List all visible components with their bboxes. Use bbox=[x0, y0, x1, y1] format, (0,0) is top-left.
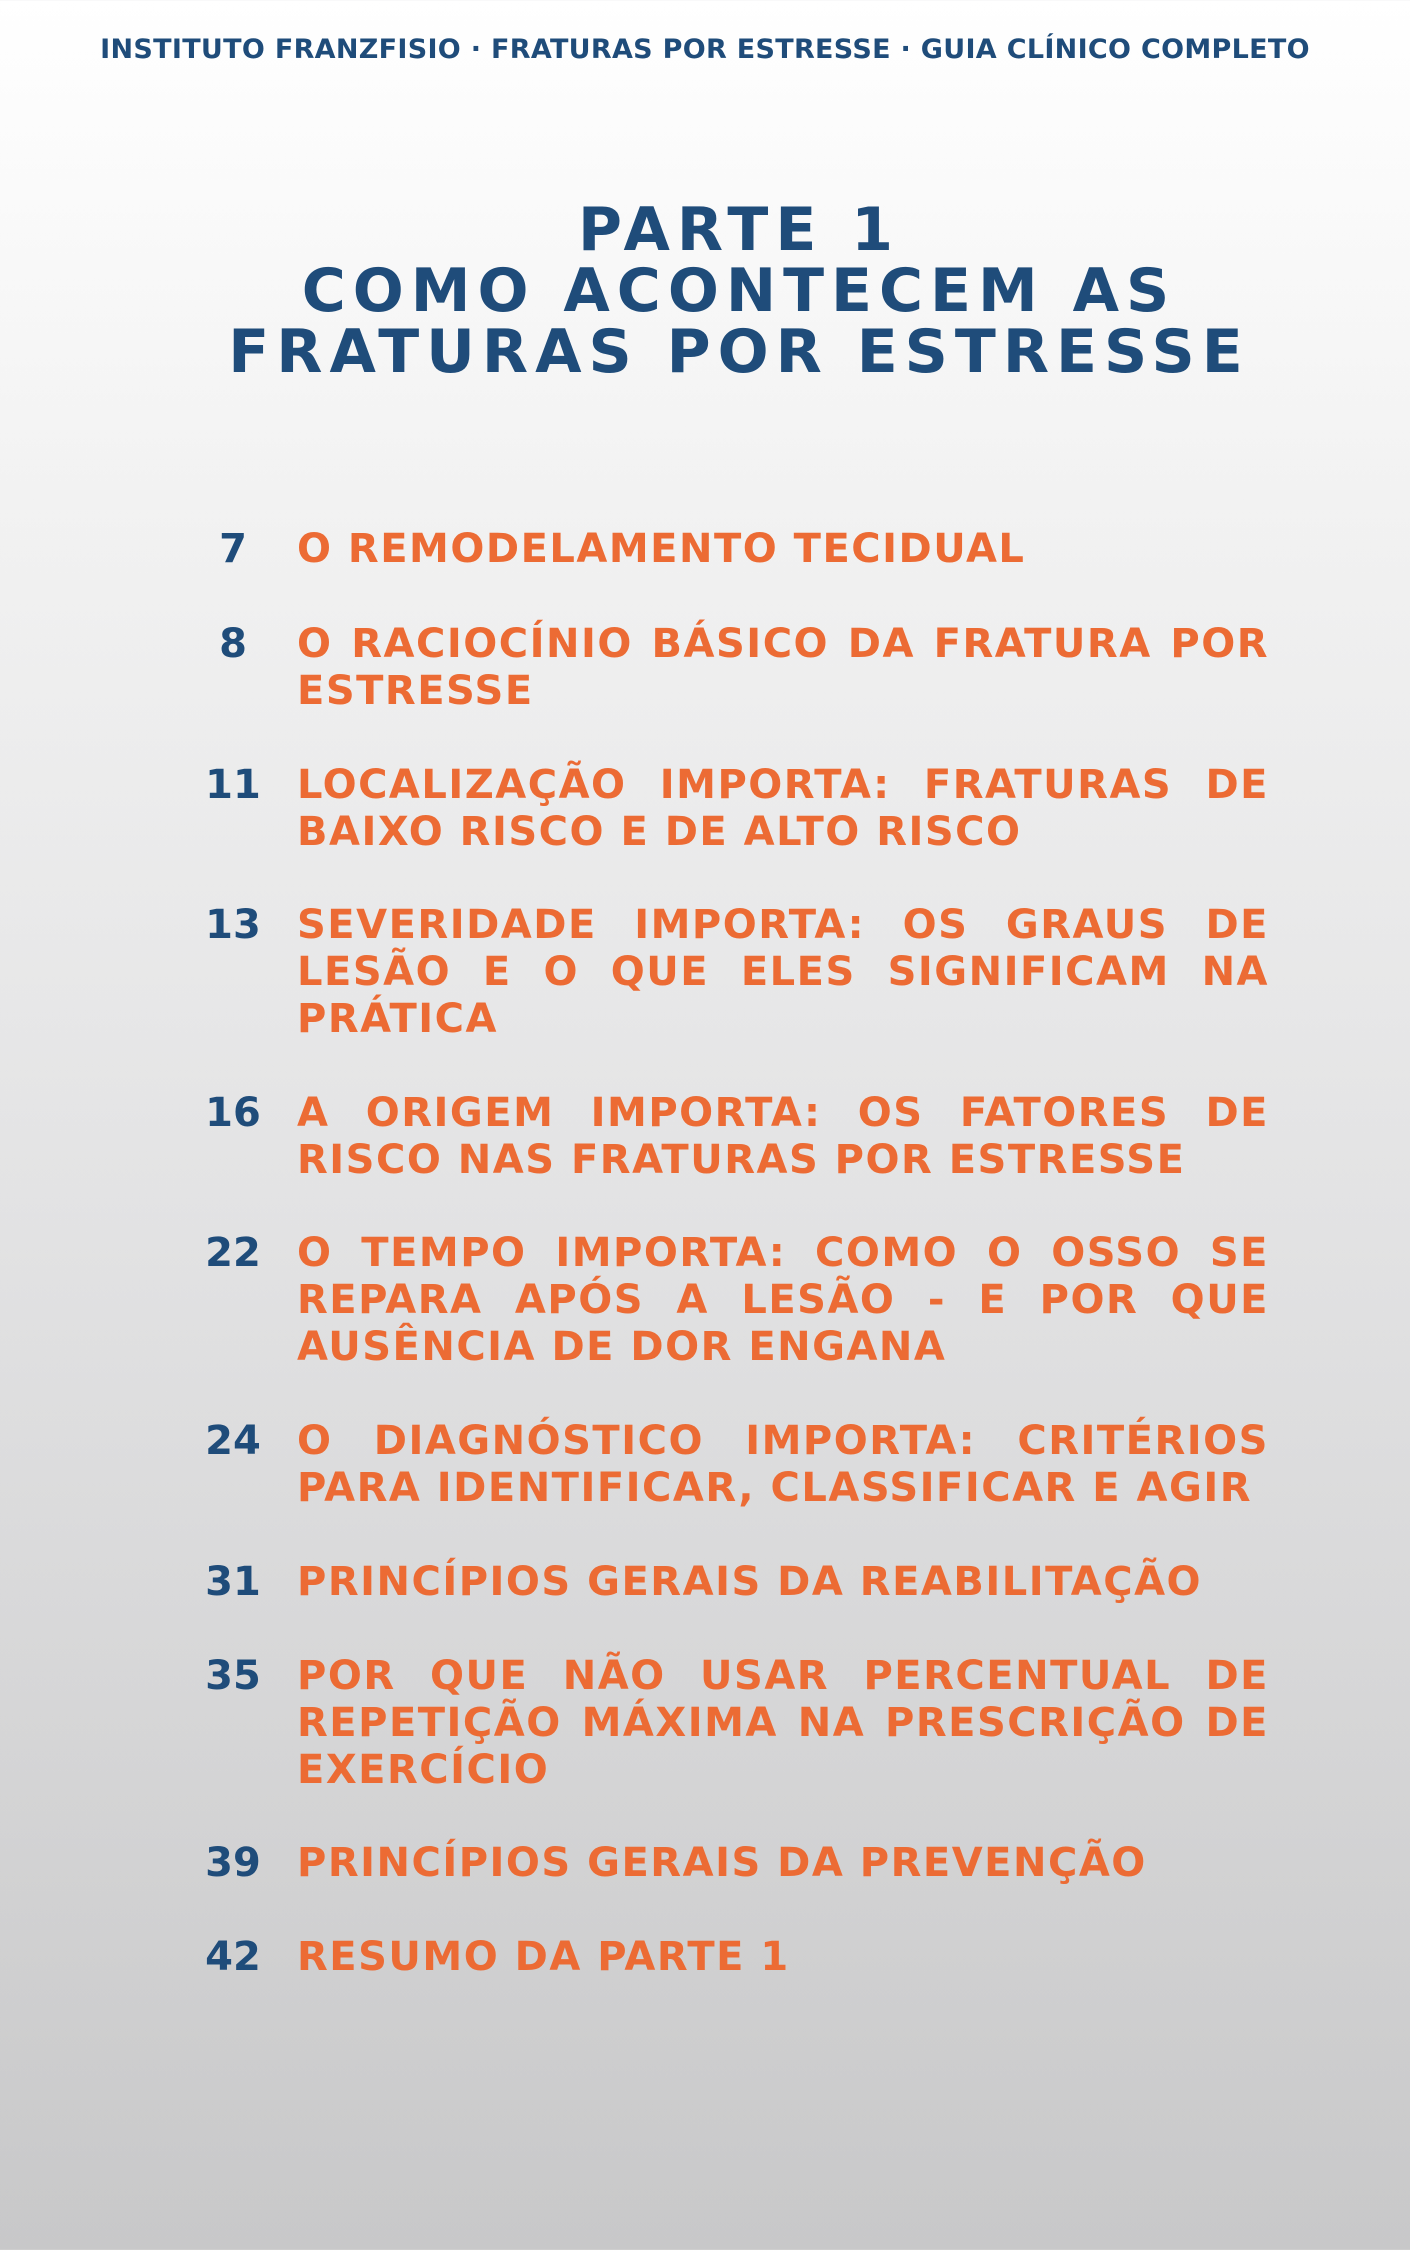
title-line-3: FRATURAS POR ESTRESSE bbox=[228, 317, 1250, 387]
toc-entry-title: POR QUE NÃO USAR PERCENTUAL DE REPETIÇÃO MÁXIMA NA PRESCRIÇÃO DE EXERCÍCIO bbox=[297, 1653, 1269, 1793]
toc-page-number: 11 bbox=[205, 762, 261, 808]
toc-page-number: 22 bbox=[205, 1230, 261, 1276]
toc-page-number: 8 bbox=[219, 621, 247, 667]
toc-entry-title: LOCALIZAÇÃO IMPORTA: FRATURAS DE BAIXO RISCO E DE ALTO RISCO bbox=[297, 762, 1269, 855]
title-line-2: COMO ACONTECEM AS bbox=[301, 256, 1177, 326]
toc-entry-title: RESUMO DA PARTE 1 bbox=[297, 1934, 790, 1980]
toc-entry-title: A ORIGEM IMPORTA: OS FATORES DE RISCO NAS FRATURAS POR ESTRESSE bbox=[297, 1090, 1269, 1183]
toc-page-number: 31 bbox=[205, 1559, 261, 1605]
toc-entry-title: O RACIOCÍNIO BÁSICO DA FRATURA POR ESTRESSE bbox=[297, 621, 1269, 714]
page-title bbox=[0, 195, 1410, 387]
toc-page-number: 35 bbox=[205, 1653, 261, 1699]
toc-entry-title: PRINCÍPIOS GERAIS DA PREVENÇÃO bbox=[297, 1840, 1147, 1886]
toc-entry-title: SEVERIDADE IMPORTA: OS GRAUS DE LESÃO E O QUE ELES SIGNIFICAM NA PRÁTICA bbox=[297, 902, 1269, 1042]
toc-page-number: 24 bbox=[205, 1418, 261, 1464]
toc-page-number: 13 bbox=[205, 902, 261, 948]
toc-entry-title: PRINCÍPIOS GERAIS DA REABILITAÇÃO bbox=[297, 1559, 1203, 1605]
toc-entry-title: O TEMPO IMPORTA: COMO O OSSO SE REPARA APÓS A LESÃO - E POR QUE AUSÊNCIA DE DOR ENGANA bbox=[297, 1230, 1269, 1370]
toc-entry-title: O DIAGNÓSTICO IMPORTA: CRITÉRIOS PARA IDENTIFICAR, CLASSIFICAR E AGIR bbox=[297, 1418, 1269, 1511]
toc-entry-title: O REMODELAMENTO TECIDUAL bbox=[297, 526, 1026, 572]
toc-page-number: 16 bbox=[205, 1090, 261, 1136]
toc-page-number: 42 bbox=[205, 1934, 261, 1980]
toc-page-number: 7 bbox=[219, 526, 247, 572]
header-strip: INSTITUTO FRANZFISIO · FRATURAS POR ESTRESSE · GUIA CLÍNICO COMPLETO bbox=[100, 34, 1310, 65]
title-line-1: PARTE 1 bbox=[578, 195, 900, 265]
toc-page-number: 39 bbox=[205, 1840, 261, 1886]
